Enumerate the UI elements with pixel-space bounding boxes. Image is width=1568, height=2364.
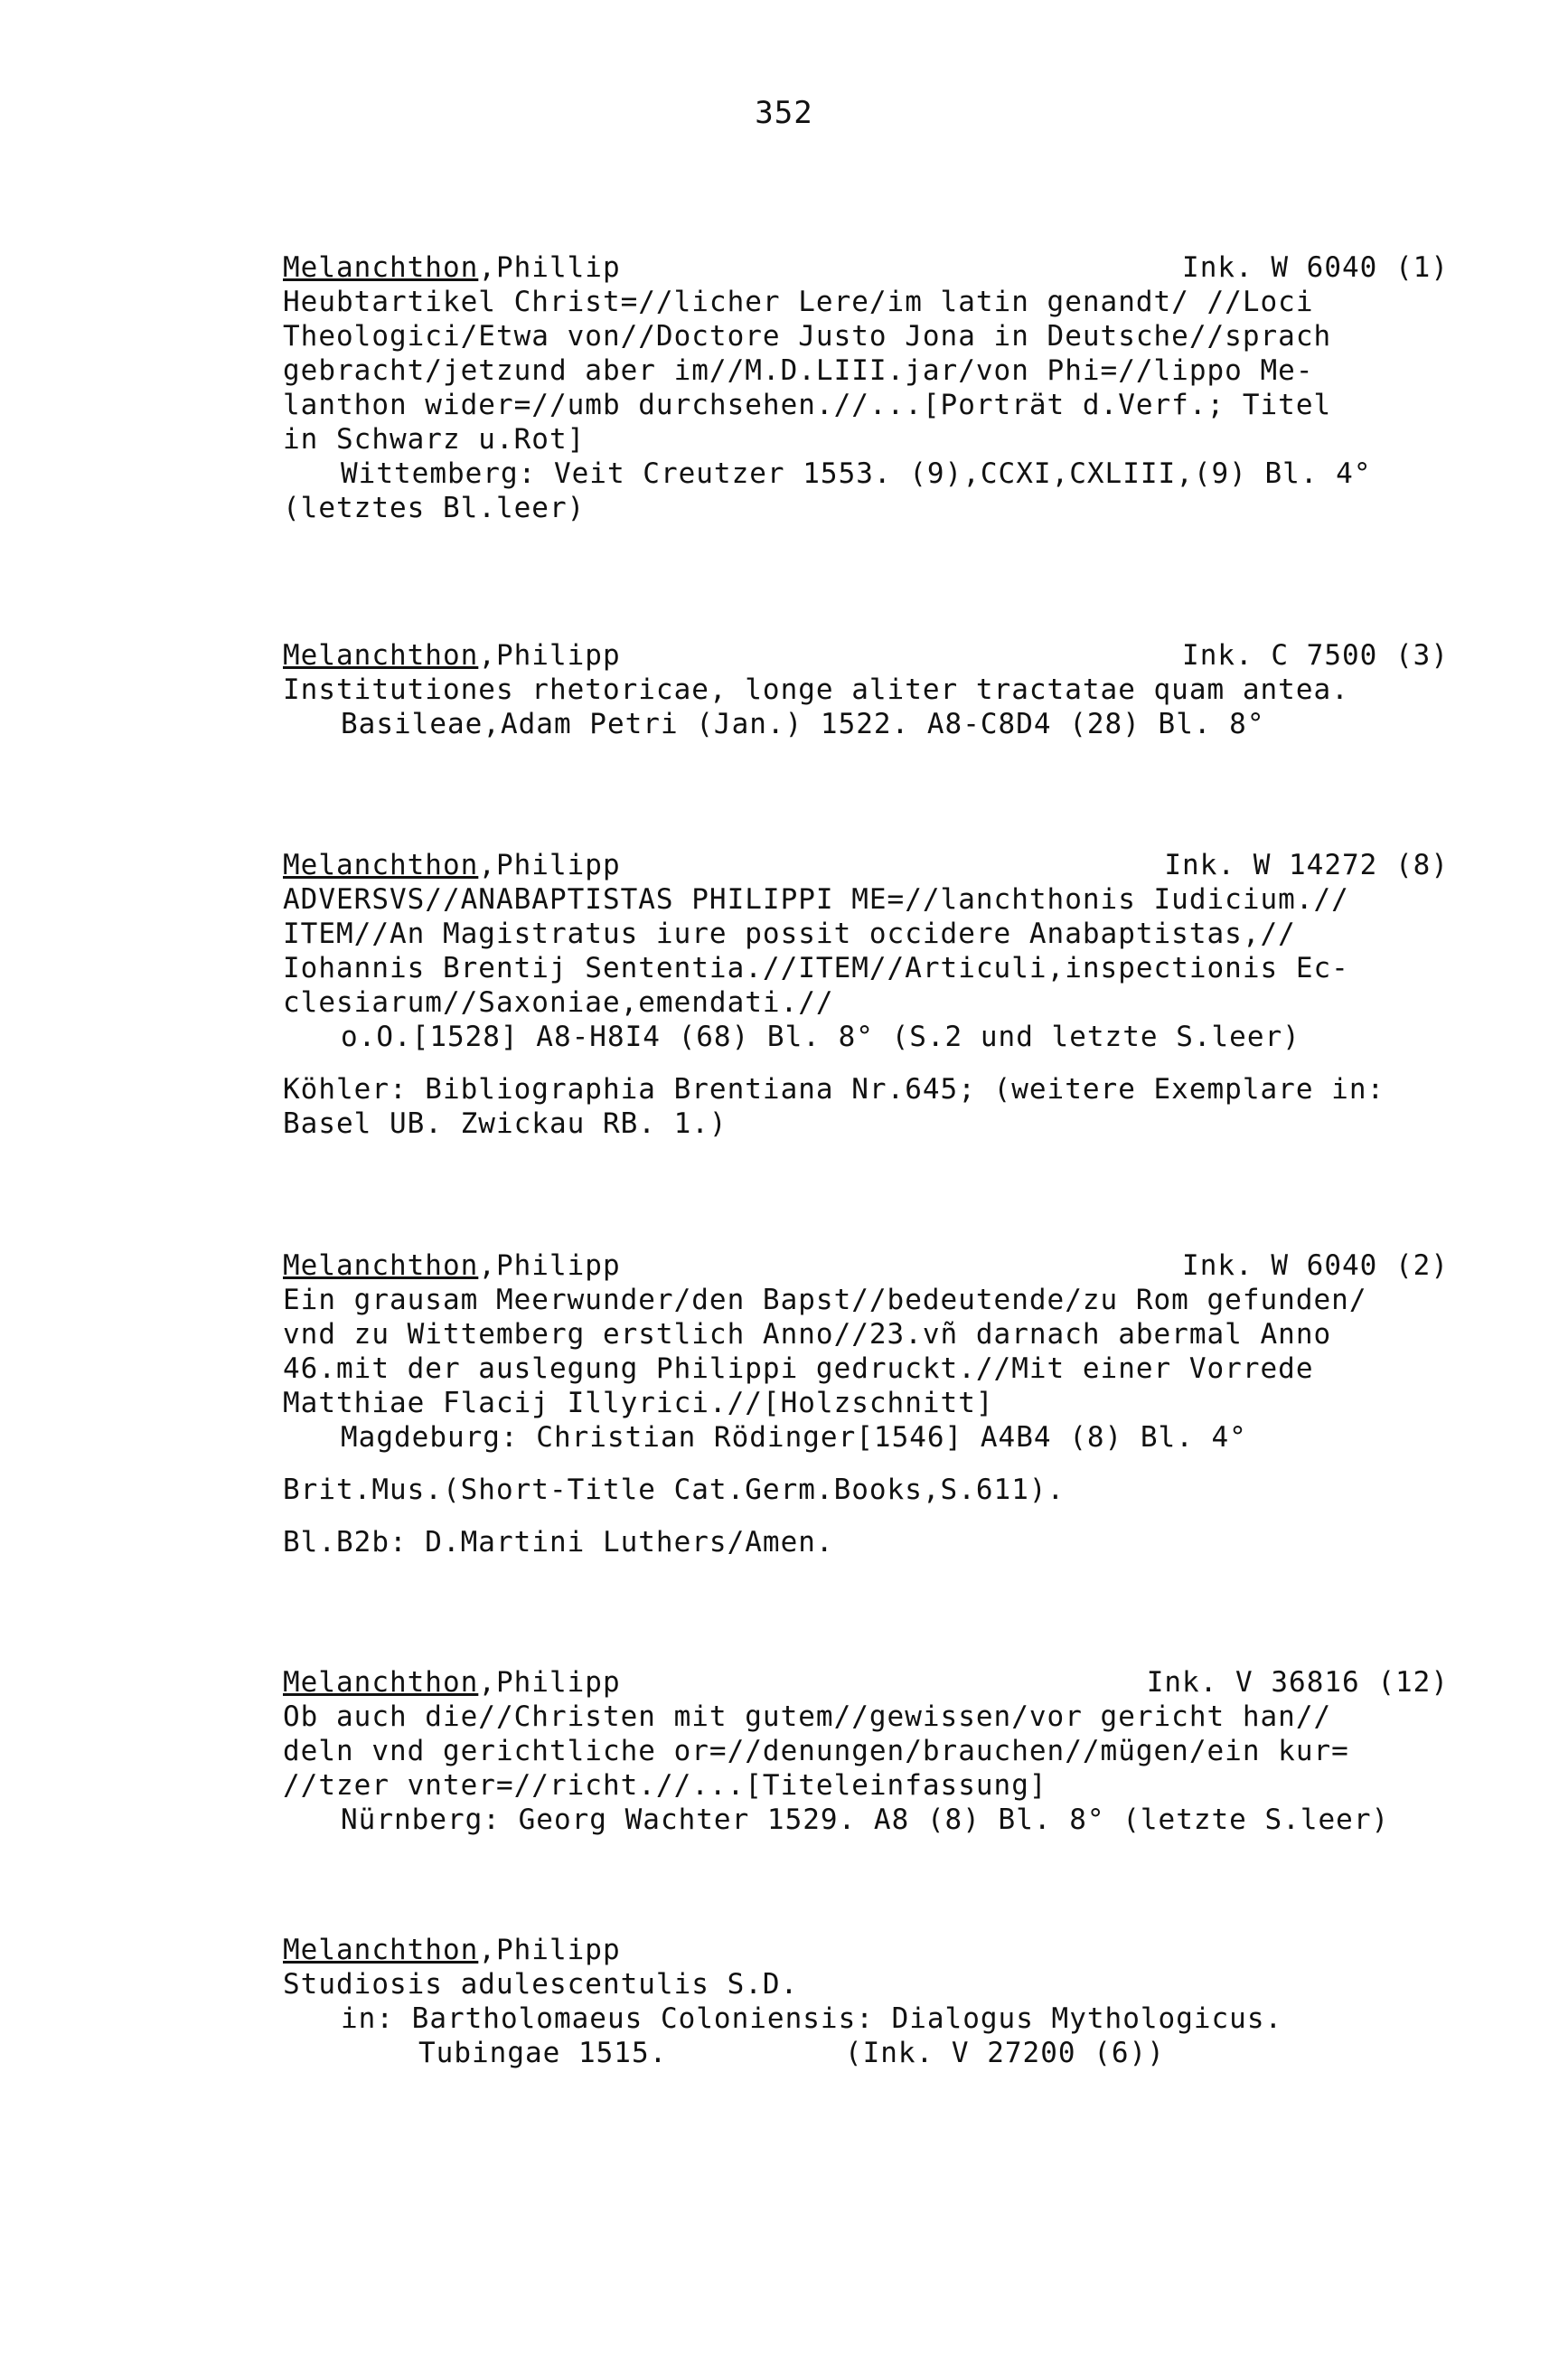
title-line: Ob auch die//Christen mit gutem//gewissen/vor gericht han//	[283, 1700, 1332, 1733]
entry-author	[283, 1248, 621, 1283]
title-line: ADVERSVS//ANABAPTISTAS PHILIPPI ME=//lanchthonis Iudicium.//	[283, 883, 1349, 916]
author-surname: Melanchthon	[283, 849, 479, 881]
imprint-line: Wittemberg: Veit Creutzer 1553. (9),CCXI,CXLIII,(9) Bl. 4°	[341, 457, 1372, 490]
imprint-line: (letztes Bl.leer)	[283, 492, 586, 524]
entry-heading	[283, 1665, 1467, 1700]
title-line: lanthon wider=//umb durchsehen.//...[Porträt d.Verf.; Titel	[283, 389, 1332, 421]
entry-author	[283, 1665, 621, 1700]
title-line: vnd zu Wittemberg erstlich Anno//23.vñ darnach abermal Anno	[283, 1318, 1332, 1351]
entry-heading	[283, 1248, 1467, 1283]
title-line: //tzer vnter=//richt.//...[Titeleinfassung]	[283, 1769, 1047, 1802]
entry-author	[283, 1933, 621, 1967]
entry-heading	[283, 1933, 1467, 1967]
author-forename: ,Philipp	[478, 1934, 621, 1966]
shelfmark: Ink. W 6040 (2)	[1182, 1249, 1449, 1282]
author-surname: Melanchthon	[283, 639, 479, 672]
title-line: ITEM//An Magistratus iure possit occidere Anabaptistas,//	[283, 918, 1296, 950]
author-surname: Melanchthon	[283, 1249, 479, 1282]
title-line: 46.mit der auslegung Philippi gedruckt.//Mit einer Vorrede	[283, 1352, 1314, 1385]
note-line: Köhler: Bibliographia Brentiana Nr.645; (weitere Exemplare in:	[283, 1073, 1385, 1106]
author-forename: ,Philipp	[478, 849, 621, 881]
author-surname: Melanchthon	[283, 251, 479, 284]
catalog-entry	[283, 250, 1467, 525]
entry-heading	[283, 250, 1467, 285]
catalog-entry	[283, 638, 1467, 741]
imprint-line: Basileae,Adam Petri (Jan.) 1522. A8-C8D4 (28) Bl. 8°	[341, 708, 1265, 740]
title-line: deln vnd gerichtliche or=//denungen/brauchen//mügen/ein kur=	[283, 1735, 1349, 1767]
catalog-entry	[283, 1665, 1467, 1837]
author-forename: ,Phillip	[478, 251, 621, 284]
title-line: Heubtartikel Christ=//licher Lere/im latin genandt/ //Loci	[283, 286, 1314, 318]
note-line: Bl.B2b: D.Martini Luthers/Amen.	[283, 1526, 834, 1559]
note-line: Brit.Mus.(Short-Title Cat.Germ.Books,S.611).	[283, 1474, 1066, 1506]
shelfmark	[1449, 1933, 1467, 1967]
title-line: Theologici/Etwa von//Doctore Justo Jona in Deutsche//sprach	[283, 320, 1332, 353]
shelfmark: Ink. C 7500 (3)	[1182, 639, 1449, 672]
entry-author	[283, 250, 621, 285]
author-surname: Melanchthon	[283, 1934, 479, 1966]
entry-author	[283, 848, 621, 882]
page-number: 352	[755, 95, 813, 131]
title-line: gebracht/jetzund aber im//M.D.LIII.jar/von Phi=//lippo Me-	[283, 354, 1314, 387]
entry-heading	[283, 638, 1467, 673]
catalog-entry	[283, 848, 1467, 1141]
imprint-line: Tubingae 1515. (Ink. V 27200 (6))	[418, 2037, 1165, 2069]
entry-author	[283, 638, 621, 673]
title-line: in Schwarz u.Rot]	[283, 423, 586, 456]
shelfmark: Ink. V 36816 (12)	[1146, 1666, 1449, 1699]
imprint-line: Nürnberg: Georg Wachter 1529. A8 (8) Bl. 8° (letzte S.leer)	[341, 1804, 1390, 1836]
note-line: Basel UB. Zwickau RB. 1.)	[283, 1107, 728, 1140]
shelfmark: Ink. W 14272 (8)	[1164, 849, 1449, 881]
title-line: Ein grausam Meerwunder/den Bapst//bedeutende/zu Rom gefunden/	[283, 1284, 1367, 1316]
author-forename: ,Philipp	[478, 639, 621, 672]
title-line: Matthiae Flacij Illyrici.//[Holzschnitt]	[283, 1387, 994, 1419]
imprint-line: Magdeburg: Christian Rödinger[1546] A4B4 (8) Bl. 4°	[341, 1421, 1247, 1454]
imprint-line: in: Bartholomaeus Coloniensis: Dialogus Mythologicus.	[341, 2002, 1283, 2035]
shelfmark: Ink. W 6040 (1)	[1182, 251, 1449, 284]
author-forename: ,Philipp	[478, 1249, 621, 1282]
title-line: Institutiones rhetoricae, longe aliter tractatae quam antea.	[283, 673, 1349, 706]
author-forename: ,Philipp	[478, 1666, 621, 1699]
catalog-entry	[283, 1248, 1467, 1559]
title-line: Iohannis Brentij Sententia.//ITEM//Articuli,inspectionis Ec-	[283, 952, 1349, 984]
catalog-entry	[283, 1933, 1467, 2070]
title-line: Studiosis adulescentulis S.D.	[283, 1968, 799, 2001]
title-line: clesiarum//Saxoniae,emendati.//	[283, 986, 834, 1019]
author-surname: Melanchthon	[283, 1666, 479, 1699]
entry-heading	[283, 848, 1467, 882]
imprint-line: o.O.[1528] A8-H8I4 (68) Bl. 8° (S.2 und letzte S.leer)	[341, 1021, 1300, 1053]
